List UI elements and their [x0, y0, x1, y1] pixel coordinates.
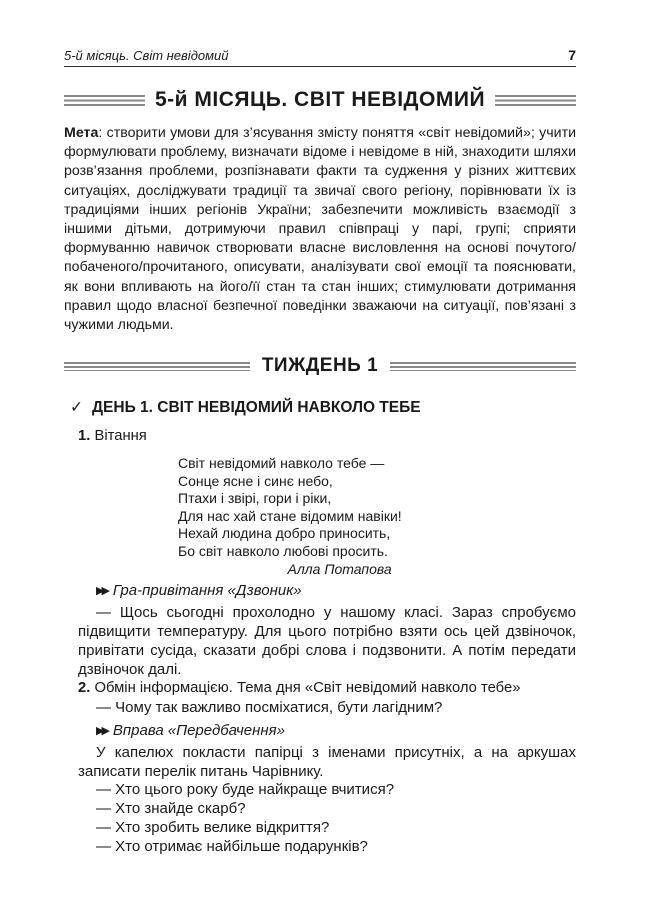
day-heading-text: ДЕНЬ 1. СВІТ НЕВІДОМИЙ НАВКОЛО ТЕБЕ [92, 399, 421, 416]
item-2-number: 2. [78, 680, 91, 696]
running-head [64, 44, 576, 67]
poem-line: Нехай людина добро приносить, [178, 525, 391, 542]
poem-line: Сонце ясне і синє небо, [178, 472, 333, 489]
goal-label: Мета [64, 125, 99, 141]
item-1-text: Вітання [94, 428, 147, 444]
week-stripes-left [64, 362, 250, 371]
week-stripes-right [390, 362, 576, 371]
double-arrow-icon: ▶▶ [96, 725, 107, 737]
paragraph-1: — Щось сьогодні прохолодно у нашому класі. Зараз спробуємо підвищити температуру. Для цього потрібно взяти ось цей дзвіночок, привітати сусіда, сказати добрі слова і подзвонити. А потім передати дзвіночок далі. [78, 604, 576, 678]
poem-author: Алла Потапова [287, 560, 392, 577]
question-line: — Хто цього року буде найкраще вчитися? [96, 781, 395, 798]
chapter-title-band [64, 84, 576, 116]
question-line: — Хто зробить велике відкриття? [96, 819, 330, 836]
question-line: — Хто отримає найбільше подарунків? [96, 838, 368, 855]
poem-line: Для нас хай стане відомим навіки! [178, 507, 402, 524]
item-1-number: 1. [78, 428, 91, 444]
poem-line: Бо світ навколо любові просить. [178, 542, 388, 559]
checkmark-icon: ✓ [70, 399, 83, 416]
poem [178, 455, 402, 578]
poem-line: Світ невідомий навколо тебе — [178, 455, 385, 471]
question-line: — Чому так важливо посміхатися, бути лагідним? [96, 699, 443, 716]
chapter-title: 5-й МІСЯЦЬ. СВІТ НЕВІДОМИЙ [154, 88, 486, 111]
week-title-band [64, 353, 576, 379]
activity-1 [96, 582, 302, 599]
activity-1-title: Гра-привітання «Дзвоник» [112, 582, 302, 599]
activity-2-title: Вправа «Передбачення» [112, 722, 285, 739]
question-line: — Хто знайде скарб? [96, 800, 246, 817]
goal-text: : створити умови для з’ясування змісту поняття «світ невідомий»; учити формулювати проблему, визначати відоме і невідоме в ній, знаходити шляхи розв’язання проблеми, розпізнавати факти та судження у різних життєвих ситуаціях, досліджувати традиції та звичаї свого регіону, порівнювати їх із традиціями інших регіонів України; забезпечити можливість взаємодії з іншими дітьми, дотримуючи правил співпраці у парі, групі; сприяти формуванню навичок створювати власне висловлення на основі почутого/побаченого/прочитаного, описувати, аналізувати свої емоції та пояснювати, як вони впливають на його/її стан та стан інших; стимулювати дотримання правил щодо власної безпечної поведінки зважаючи на ситуації, пов’язані з чужими людьми. [64, 125, 576, 334]
goal-paragraph [64, 124, 576, 335]
paragraph-2: У капелюх покласти папірці з іменами присутніх, а на аркушах записати перелік питань Чарівнику. [78, 744, 576, 780]
running-head-title: 5-й місяць. Світ невідомий [64, 48, 229, 63]
week-title: ТИЖДЕНЬ 1 [261, 355, 379, 376]
title-stripes-left [64, 95, 145, 106]
item-2 [78, 680, 520, 696]
double-arrow-icon: ▶▶ [96, 585, 107, 597]
activity-2 [96, 722, 285, 739]
title-stripes-right [495, 95, 576, 106]
poem-line: Птахи і звірі, гори і ріки, [178, 490, 332, 507]
item-2-text: Обмін інформацією. Тема дня «Світ невідомий навколо тебе» [94, 680, 521, 696]
item-1 [78, 428, 147, 444]
page-number: 7 [568, 47, 576, 63]
day-heading [70, 398, 421, 417]
